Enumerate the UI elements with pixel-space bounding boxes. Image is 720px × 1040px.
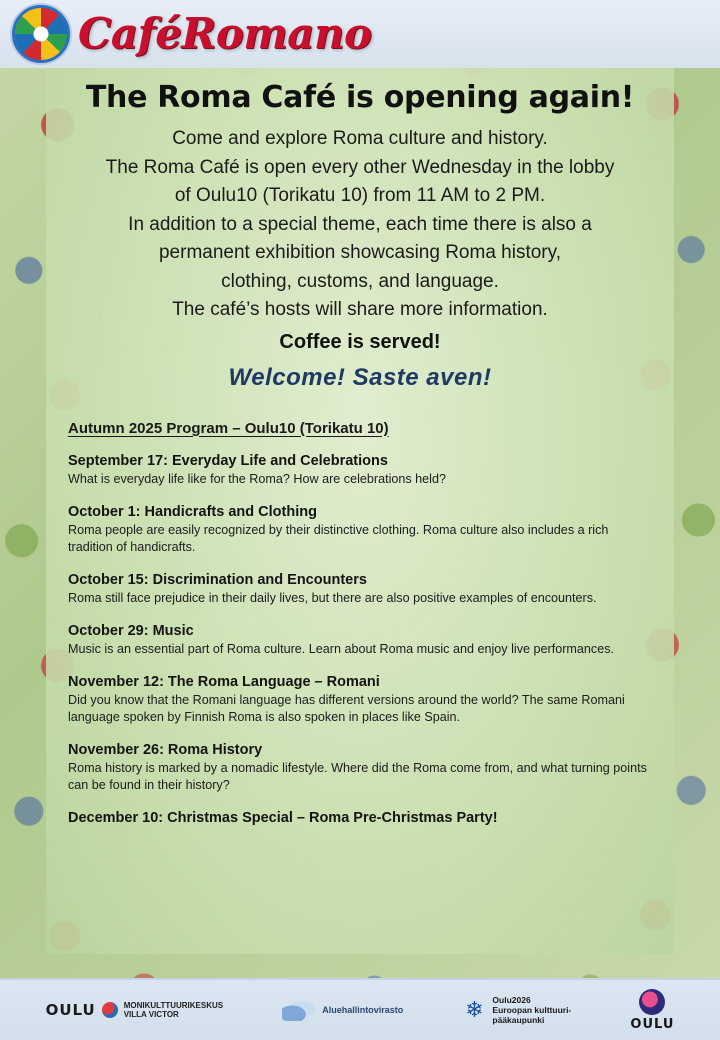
list-item: [68, 742, 654, 794]
poster-content: [56, 72, 664, 842]
list-item: [68, 623, 654, 658]
avi-wordmark: Aluehallintovirasto: [322, 1005, 404, 1015]
villa-victor-line2: VILLA VICTOR: [123, 1010, 179, 1019]
event-title: October 29: Music: [68, 622, 194, 639]
event-description: Roma people are easily recognized by their distinctive clothing. Roma culture also includes a rich tradition of handicrafts.: [68, 522, 609, 554]
intro-line: In addition to a special theme, each time there is also a: [128, 213, 592, 235]
oulu-wordmark: OULU: [45, 1001, 96, 1019]
cafe-romano-logo-text: CaféRomano: [78, 9, 372, 58]
event-title: September 17: Everyday Life and Celebrations: [68, 452, 388, 469]
logo-oulu-city: [630, 989, 674, 1032]
program-event-list: [56, 453, 664, 826]
intro-line: clothing, customs, and language.: [221, 270, 499, 292]
logo-aluehallintovirasto: [282, 999, 403, 1021]
list-item: [68, 572, 654, 607]
event-title: December 10: Christmas Special – Roma Pre-Christmas Party!: [68, 809, 498, 826]
event-description: Did you know that the Romani language has different versions around the world? The same Romani language spoken by Finnish Roma is also spoken in places like Spain.: [68, 692, 625, 724]
intro-paragraph: [56, 125, 664, 325]
villa-victor-dots-icon: [102, 1002, 118, 1018]
avi-wave-icon: [282, 999, 316, 1021]
footer-logo-band: [0, 978, 720, 1040]
oulu2026-primary: Oulu2026: [492, 994, 531, 1005]
event-title: October 1: Handicrafts and Clothing: [68, 503, 317, 520]
villa-victor-subtext: [124, 1001, 223, 1019]
villa-victor-line1: MONIKULTTUURIKESKUS: [123, 1000, 224, 1010]
event-description: Roma history is marked by a nomadic lifestyle. Where did the Roma come from, and what turning points can be found in their history?: [68, 760, 647, 792]
list-item: [68, 810, 654, 826]
program-heading: Autumn 2025 Program – Oulu10 (Torikatu 10): [68, 419, 389, 437]
oulu-city-circle-icon: [639, 989, 665, 1015]
oulu2026-text: [492, 995, 571, 1026]
intro-line: The café’s hosts will share more information.: [172, 299, 548, 320]
oulu2026-line2: pääkaupunki: [492, 1015, 545, 1026]
list-item: [68, 453, 654, 488]
oulu-city-wordmark: OULU: [630, 1016, 675, 1032]
intro-line: permanent exhibition showcasing Roma history,: [158, 242, 561, 263]
event-title: October 15: Discrimination and Encounters: [68, 571, 367, 588]
event-title: November 12: The Roma Language – Romani: [68, 673, 380, 690]
header-band: [0, 0, 720, 68]
page-title: The Roma Café is opening again!: [85, 80, 635, 115]
coffee-served-line: Coffee is served!: [279, 330, 441, 353]
intro-line: Come and explore Roma culture and history.: [172, 128, 548, 149]
oulu2026-line1: Euroopan kulttuuri-: [492, 1004, 572, 1015]
intro-line: The Roma Café is open every other Wednesday in the lobby: [105, 156, 615, 178]
welcome-line: Welcome! Saste aven!: [228, 363, 492, 391]
logo-oulu2026: [462, 995, 571, 1026]
event-description: Music is an essential part of Roma culture. Learn about Roma music and enjoy live performances.: [68, 641, 614, 656]
logo-oulu-villa-victor: [46, 1001, 224, 1019]
intro-line: of Oulu10 (Torikatu 10) from 11 AM to 2 PM.: [174, 185, 546, 206]
event-description: What is everyday life like for the Roma? How are celebrations held?: [68, 471, 446, 486]
list-item: [68, 504, 654, 556]
roma-wheel-icon: [12, 5, 70, 63]
list-item: [68, 674, 654, 726]
event-description: Roma still face prejudice in their daily lives, but there are also positive examples of encounters.: [68, 590, 597, 605]
event-title: November 26: Roma History: [68, 741, 263, 758]
snowflake-icon: ❄: [465, 997, 484, 1022]
